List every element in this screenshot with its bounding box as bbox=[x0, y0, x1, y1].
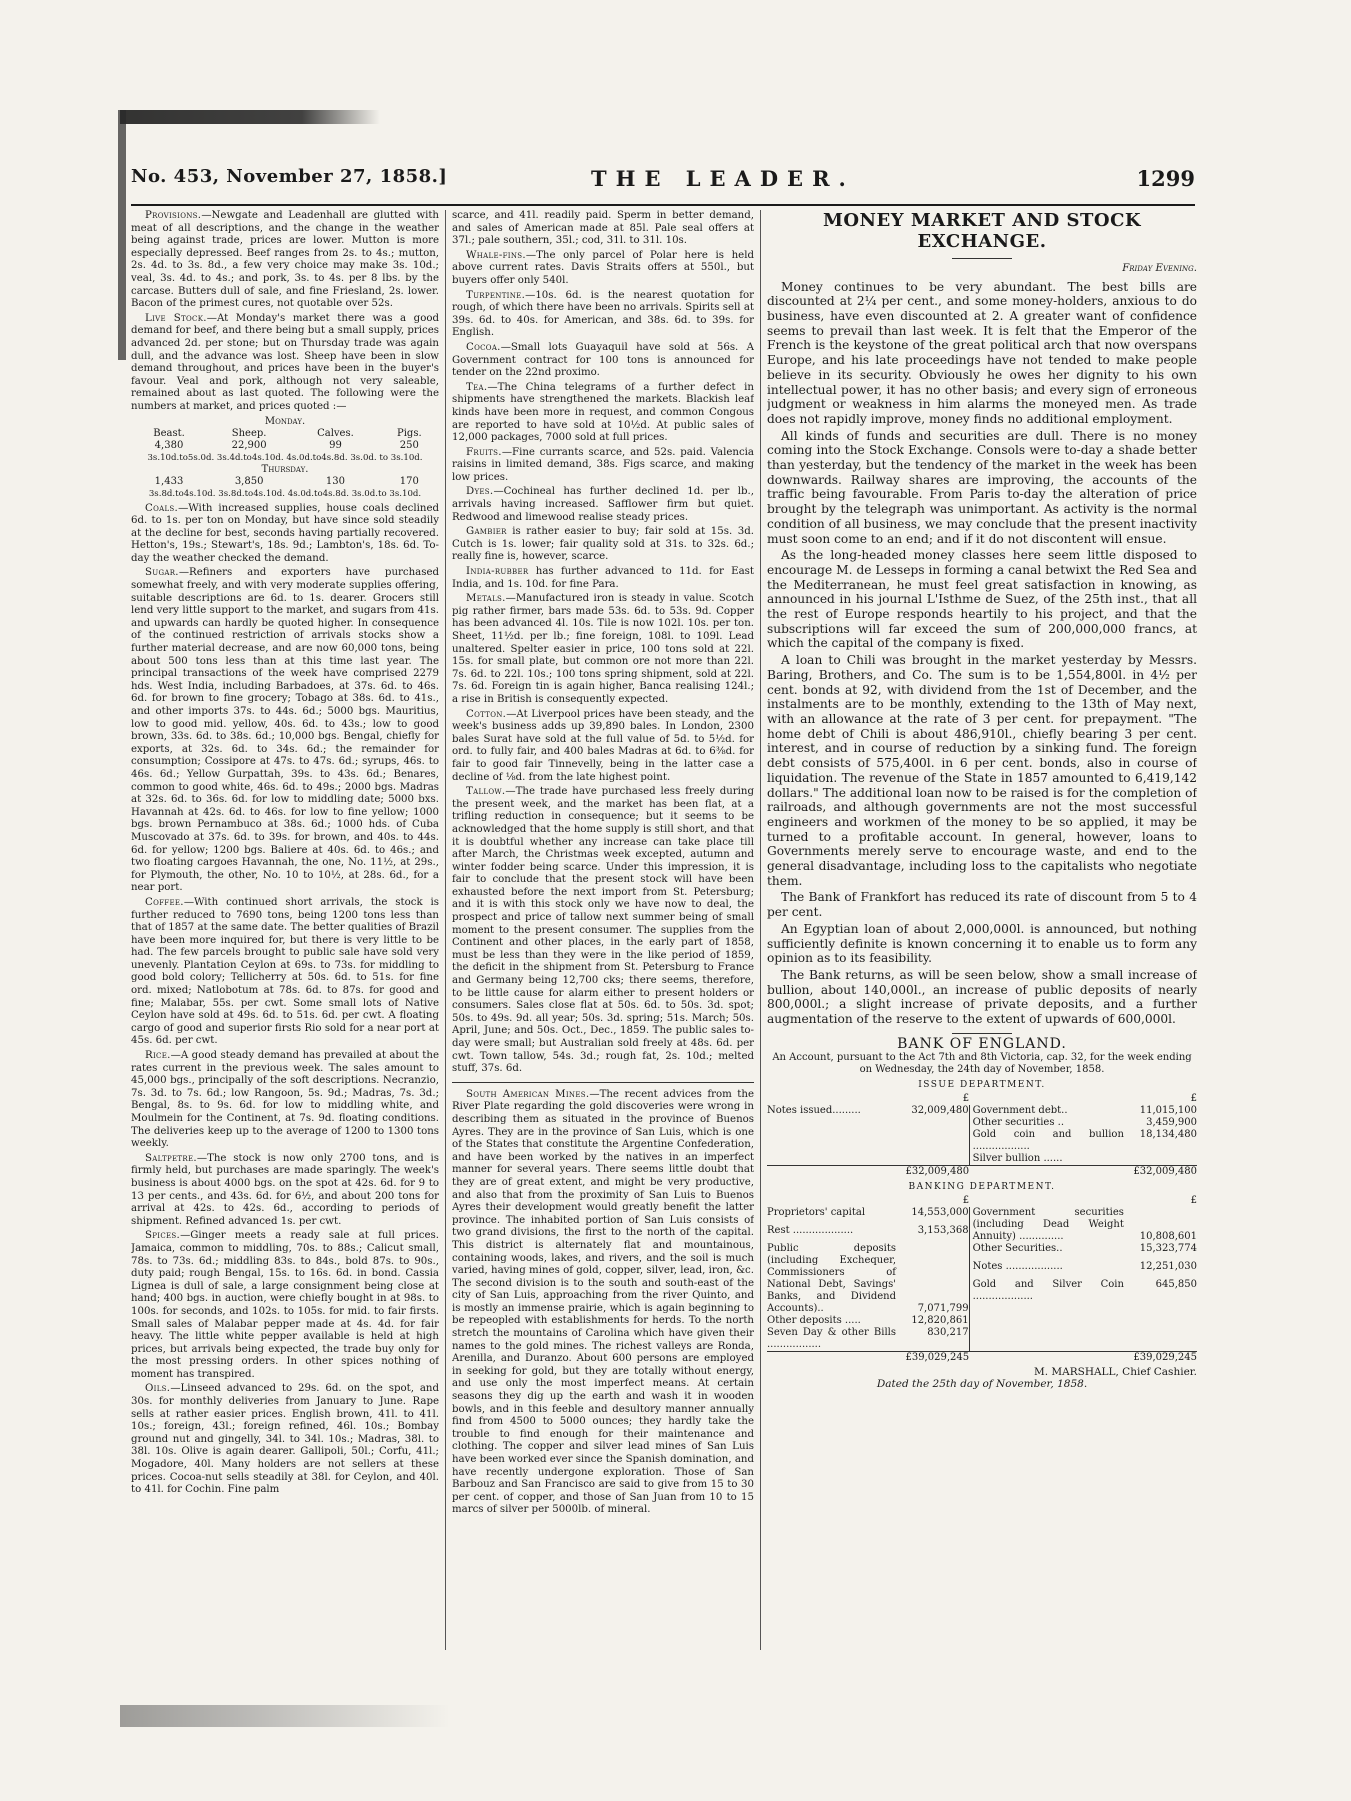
palm-cont-paragraph bbox=[452, 210, 754, 248]
notes-value: 12,251,030 bbox=[1139, 1260, 1197, 1272]
other-dep-label: Other deposits ..... bbox=[767, 1314, 861, 1326]
fruits-text: Fine currants scarce, and 52s. paid. Valencia raisins in limited demand, 38s. Figs scarce, and making low prices. bbox=[452, 446, 754, 483]
provisions-text: Newgate and Leadenhall are glutted with meat of all descriptions, and the change in the weather being against trade, prices are lower. Mutton is more especially depressed. Beef ranges from 2s. to 4s.; mutton, 2s. 4d. to 3s. 8d., a few very choice may make 3s. 10d.; veal, 3s. 4d. to 4s.; and pork, 3s. to 4s. per 8 lbs. by the carcase. Butters dull of sale, and fine Friesland, 2s. lower. Bacon of the primest cures, not quotable over 52s. bbox=[131, 210, 439, 310]
thursday-label: Thursday. bbox=[261, 463, 309, 475]
coals-text: With increased supplies, house coals declined 6d. to 1s. per ton on Monday, but have since sold steadily at the decline for best, seconds having partially recovered. Hetton's, 19s.; Stewart's, 18s. 9d.; Lambton's, 18s. 6d. To-day the weather checked the demand. bbox=[131, 502, 439, 564]
tallow-text: The trade have purchased less freely during the present week, and the market has been flat, at a trifling reduction in consequence; but it seems to be acknowledged that the home supply is still short, and that it is doubtful whether any increase can take place till after March, the Christmas week excepted, autumn and winter fodder being scarce. Under this impression, it is fair to conclude that the present stock will have been exhausted before the next import from St. Petersburg; and it is with this stock only we have now to deal, the prospect and price of tallow next summer being of small moment to the present consumer. The supplies from the Continent and other places, in the early part of 1858, must be less than they were in the like period of 1859, the deficit in the shipment from St. Petersburg to France and Germany being 12,700 cks; there seems, therefore, to be little cause for alarm either to present holders or consumers. Sales close flat at 50s. 6d. to 50s. 3d. spot; 50s. to 49s. 9d. all year; 50s. 3d. spring; 51s. March; 50s. April, June; and 50s. Oct., Dec., 1859. The public sales to-day were small; but Australian sold freely at 48s. 6d. per cwt. Town tallow, 54s. 3d.; rough fat, 2s. 10d.; melted stuff, 37s. 6d. bbox=[452, 786, 754, 1075]
column-rule-2 bbox=[760, 210, 761, 1650]
seven-day-label: Seven Day & other Bills ................. bbox=[767, 1326, 896, 1350]
oils-text: Linseed advanced to 29s. 6d. on the spot, and 30s. for monthly deliveries from January to June. Rape sells at rather easier prices. English brown, 41l. to 41l. 10s.; foreign, 43l.; foreign refined, 46l. 10s.; Bombay ground nut and gingelly, 34l. to 34l. 10s.; Madras, 38l. to 38l. 10s. Olive is again dearer. Gallipoli, 50l.; Corfu, 41l.; Mogadore, 40l. Many holders are not sellers at these prices. Cocoa-nut sells steadily at 38l. for Ceylon, and 40l. to 41l. for Cochin. Fine palm bbox=[131, 1383, 439, 1496]
monday-pigs: 250 bbox=[399, 439, 419, 451]
issue-pound-left: £ bbox=[962, 1092, 970, 1104]
gambier-paragraph bbox=[452, 526, 754, 564]
coals-label: Coals. bbox=[145, 502, 179, 514]
column-2-separator bbox=[452, 1082, 754, 1083]
live-stock-text: At Monday's market there was a good demand for beef, and there being but a small supply, prices advanced 2d. per stone; but on Thursday trade was again dull, and the advance was lost. Sheep have been in slow demand throughout, and prices have been in the buyer's favour. Veal and pork, although not very saleable, remained about as last quoted. The following were the numbers at market, and prices quoted :— bbox=[131, 312, 439, 412]
monday-calves: 99 bbox=[329, 439, 342, 451]
sugar-label: Sugar. bbox=[145, 567, 179, 579]
oils-label: Oils. bbox=[145, 1383, 171, 1395]
gov-debt-label: Government debt.. bbox=[969, 1105, 1124, 1117]
oils-paragraph: Oils.—Linseed advanced to 29s. 6d. on the spot, and 30s. for monthly deliveries from January to June. Rape sells at rather easier prices. English brown, 41l. to 41l. 10s.; foreign, 43l.; foreign refined, 46l. 10s.; Bombay ground nut and gingelly, 34l. to 34l. 10s.; Madras, 38l. to 38l. 10s. Olive is again dearer. Gallipoli, 50l.; Corfu, 41l.; Mogadore, 40l. Many holders are not sellers at these prices. Cocoa-nut sells steadily at 38l. for Ceylon, and 40l. to 41l. for Cochin. Fine palm bbox=[131, 1383, 439, 1496]
india-rubber-paragraph bbox=[452, 566, 754, 591]
scan-edge-left bbox=[118, 110, 126, 360]
sa-mines-paragraph: South American Mines.—The recent advices from the River Plate regarding the gold discoveries were wrong in describing them as situated in the province of Buenos Ayres. They are in the province of San Luis, which is one of the States that constitute the Argentine Confederation, and have been worked by the natives in an imperfect manner for several years. There seems little doubt that they are of great extent, and might be very productive, and also that from the proximity of San Luis to Buenos Ayres their development would greatly benefit the latter province. The inhabited portion of San Luis consists of two grand divisions, the first to the north of the capital. This district is alternately flat and mountainous, containing woods, lakes, and rivers, and the soil is much varied, having mines of gold, copper, silver, lead, iron, &c. The second division is to the south and south-east of the city of San Luis, approaching from the river Quinto, and is mostly an immense prairie, which is again beginning to be repeopled with establishments for herds. To the north stretch the mountains of Carolina which have given their names to the gold mines. The richest valleys are Ronda, Arenilla, and Duranzo. About 600 persons are employed in seeking for gold, but they are totally without energy, and use only the most imperfect means. At certain seasons they dig up the earth and wash it in wooden bowls, and in this feeble and desultory manner annually find from 4500 to 5000 ounces; they hardly take the trouble to find enough for their maintenance and clothing. The copper and silver lead mines of San Luis have been worked ever since the Spanish domination, and have recently undergone exploration. Those of San Barbouz and San Francisco are said to give from 15 to 30 per cent. of copper, and those of San Juan from 10 to 15 marcs of silver per 5000lb. of mineral. bbox=[452, 1088, 754, 1516]
provisions-label: Provisions. bbox=[145, 210, 202, 221]
banking-total-left: £39,029,245 bbox=[896, 1351, 969, 1364]
issue-department-table bbox=[767, 1093, 1197, 1178]
live-stock-paragraph: Live Stock.—At Monday's market there was a good demand for beef, and there being but a small supply, prices advanced 2d. per stone; but on Thursday trade was again dull, and the advance was lost. Sheep have been in slow demand throughout, and prices have been in the buyer's favour. Veal and pork, although not very saleable, remained about as last quoted. The following were the numbers at market, and prices quoted :— bbox=[131, 312, 439, 412]
whale-fins-label: Whale-fins. bbox=[466, 249, 526, 261]
tea-label: Tea. bbox=[466, 381, 488, 393]
silver-bullion-value bbox=[1124, 1153, 1197, 1166]
thursday-calves: 130 bbox=[325, 475, 345, 487]
rice-paragraph: Rice.—A good steady demand has prevailed at about the rates current in the previous week. The sales amount to 45,000 bgs., principally of the soft descriptions. Necranzio, 7s. 3d. to 7s. 6d.; low Rangoon, 5s. 9d.; Madras, 7s. 3d.; Bengal, 8s. to 9s. 6d. for low to middling white, and Moulmein for the Continent, at 7s. 9d. floating conditions. The deliveries keep up to the average of 1200 to 1300 tons weekly. bbox=[131, 1050, 439, 1150]
thursday-prices: 3s.8d.to4s.10d. 3s.8d.to4s.10d. 4s.0d.to4s.8d. 3s.0d.to 3s.10d. bbox=[148, 488, 422, 499]
gov-secs-label: Government securities (including Dead Weight Annuity) .............. bbox=[969, 1207, 1124, 1243]
issue-date: No. 453, November 27, 1858.] bbox=[131, 166, 448, 187]
public-dep-value: 7,071,799 bbox=[917, 1302, 969, 1314]
money-paragraph-4: A loan to Chili was brought in the market yesterday by Messrs. Baring, Brothers, and Co. The sum is to be 1,554,800l. in 4½ per cent. bonds at 92, with dividend from the 1st of December, and the instalments are to be monthly, extending to the 13th of May next, with an allowance at the rate of 3 per cent. for prepayment. "The home debt of Chili is about 486,910l., chiefly bearing 3 per cent. interest, and in course of reduction by a sinking fund. The foreign debt consists of 575,400l. in 6 per cent. bonds, also in course of liquidation. The revenue of the State in 1857 amounted to 6,419,142 dollars." The additional loan now to be raised is for the completion of railroads, and although governments are not the most successful engineers and workmen of the money to be so applied, it may be turned to a profitable account. In general, however, loans to Governments merely serve to encourage waste, and end to the general disadvantage, including loss to the capitalists who negotiate them. bbox=[767, 653, 1197, 888]
friday-evening-subhead: Friday Evening. bbox=[1122, 263, 1197, 274]
issue-total-left: £32,009,480 bbox=[896, 1165, 969, 1178]
dyes-paragraph: Dyes.—Cochineal has further declined 1d. per lb., arrivals having increased. Safflower firm but quiet. Redwood and limewood realise steady prices. bbox=[452, 486, 754, 523]
money-paragraph-6: An Egyptian loan of about 2,000,000l. is announced, but nothing sufficiently definite is known concerning it to enable us to form any opinion as to its feasibility. bbox=[767, 921, 1197, 966]
column-3 bbox=[767, 210, 1197, 1690]
fruits-paragraph: Fruits.—Fine currants scarce, and 52s. paid. Valencia raisins in limited demand, 38s. Figs scarce, and making low prices. bbox=[452, 446, 754, 483]
gov-secs-value: 10,808,601 bbox=[1139, 1230, 1197, 1242]
rice-label: Rice. bbox=[145, 1050, 171, 1062]
scan-edge-top bbox=[120, 110, 380, 124]
tallow-label: Tallow. bbox=[466, 786, 506, 798]
money-paragraph-7: The Bank returns, as will be seen below, show a small increase of bullion, about 140,000l., an increase of public deposits of nearly 800,000l.; a slight increase of private deposits, and a further augmentation of the reserve to the extent of upwards of 600,000l. bbox=[767, 967, 1197, 1027]
cotton-label: Cotton. bbox=[466, 708, 507, 720]
newspaper-title: THE LEADER. bbox=[591, 166, 855, 191]
turpentine-text: 10s. 6d. is the nearest quotation for rough, of which there have been no arrivals. Spirits sell at 39s. 6d. to 40s. for American, and 38s. 6d. to 39s. for English. bbox=[452, 289, 754, 339]
thursday-beast: 1,433 bbox=[154, 475, 184, 487]
silver-bullion-label: Silver bullion ...... bbox=[969, 1153, 1124, 1166]
prop-cap-value: 14,553,000 bbox=[911, 1206, 969, 1218]
seven-day-value: 830,217 bbox=[927, 1326, 969, 1338]
thursday-sheep: 3,850 bbox=[234, 475, 264, 487]
monday-label: Monday. bbox=[264, 415, 306, 427]
other-sec-value: 3,459,900 bbox=[1146, 1116, 1197, 1128]
coffee-text: With continued short arrivals, the stock is further reduced to 7690 tons, being 1200 tons less than that of 1857 at the same date. The better qualities of Brazil have been more inquired for, but there is very little to be had. The few parcels brought to public sale have sold very unevenly. Plantation Ceylon at 69s. to 73s. for middling to good bold colory; Tellicherry at 50s. 6d. to 51s. for fine ord. mixed; Natlobotum at 78s. 6d. to 87s. for good and fine; Malabar, 55s. per cwt. Some small lots of Native Ceylon have sold at 49s. 6d. to 51s. 6d. per cwt. A floating cargo of good and superior firsts Rio sold for a near port at 45s. 6d. per cwt. bbox=[131, 896, 439, 1047]
cocoa-label: Cocoa. bbox=[466, 341, 501, 353]
monday-beast: 4,380 bbox=[154, 439, 184, 451]
thursday-pigs: 170 bbox=[399, 475, 419, 487]
dyes-label: Dyes. bbox=[466, 486, 494, 498]
notes-issued-value: 32,009,480 bbox=[911, 1104, 969, 1116]
metals-paragraph: Metals.—Manufactured iron is steady in value. Scotch pig rather firmer, bars made 53s. 6d. to 53s. 9d. Copper has been advanced 4l. 10s. Tile is now 102l. 10s. per ton. Sheet, 11½d. per lb.; fine foreign, 108l. to 109l. Lead unaltered. Spelter easier in price, 100 tons sold at 22l. 15s. for small plate, but common ore not more than 22l. 7s. 6d. to 22l. 10s.; 100 tons spring shipment, sold at 22l. 7s. 6d. Foreign tin is again higher, Banca realising 124l.; a rise in British is consequently expected. bbox=[452, 593, 754, 705]
coffee-paragraph: Coffee.—With continued short arrivals, the stock is further reduced to 7690 tons, being 1200 tons less than that of 1857 at the same date. The better qualities of Brazil have been more inquired for, but there is very little to be had. The few parcels brought to public sale have sold very unevenly. Plantation Ceylon at 69s. to 73s. for middling to good bold colory; Tellicherry at 50s. 6d. to 51s. for fine ord. mixed; Natlobotum at 78s. 6d. to 87s. for good and fine; Malabar, 55s. per cwt. Some small lots of Native Ceylon have sold at 49s. 6d. to 51s. 6d. per cwt. A floating cargo of good and superior firsts Rio sold for a near port at 45s. 6d. per cwt. bbox=[131, 896, 439, 1047]
tallow-paragraph: Tallow.—The trade have purchased less freely during the present week, and the market has been flat, at a trifling reduction in consequence; but it seems to be acknowledged that the home supply is still short, and that it is doubtful whether any increase can take place till after March, the Christmas week excepted, autumn and winter fodder being scarce. Under this impression, it is fair to conclude that the present stock will have been exhausted before the next import from St. Petersburg; and it is with this stock only we have now to deal, the prospect and price of tallow next summer being of small moment to the present consumer. The supplies from the Continent and other places, in the early part of 1858, must be less than they were in the like period of 1859, the deficit in the shipment from St. Petersburg to France and Germany being 12,700 cks; there seems, therefore, to be little cause for alarm either to present holders or consumers. Sales close flat at 50s. 6d. to 50s. 3d. spot; 50s. to 49s. 9d. all year; 50s. 3d. spring; 51s. March; 50s. April, June; and 50s. Oct., Dec., 1859. The public sales to-day were small; but Australian sold freely at 48s. 6d. per cwt. Town tallow, 54s. 3d.; rough fat, 2s. 10d.; melted stuff, 37s. 6d. bbox=[452, 786, 754, 1075]
gambier-text: is rather easier to buy; fair sold at 15s. 3d. Cutch is 1s. lower; fair quality sold at 31s. to 32s. 6d.; really fine is, however, scarce. bbox=[452, 526, 754, 563]
head-calves: Calves. bbox=[317, 427, 354, 439]
turpentine-label: Turpentine. bbox=[466, 289, 526, 301]
page-number: 1299 bbox=[1136, 166, 1195, 191]
tea-text: The China telegrams of a further defect in shipments have strengthened the markets. Blackish leaf kinds have been more in request, and common Congous are reported to have sold at 10½d. At public sales of 12,000 packages, 7000 sold at full prices. bbox=[452, 381, 754, 444]
other-securities-value: 15,323,774 bbox=[1139, 1242, 1197, 1254]
gold-coin-value: 18,134,480 bbox=[1139, 1128, 1197, 1140]
heading-rule bbox=[952, 258, 1012, 259]
rice-text: A good steady demand has prevailed at about the rates current in the previous week. The sales amount to 45,000 bgs., principally of the soft descriptions. Necranzio, 7s. 3d. to 7s. 6d.; low Rangoon, 5s. 9d.; Madras, 7s. 3d.; Bengal, 8s. to 9s. 6d. for low to middling white, and Moulmein for the Continent, at 7s. 9d. floating conditions. The deliveries keep up to the average of 1200 to 1300 tons weekly. bbox=[131, 1050, 439, 1150]
rest-value: 3,153,368 bbox=[917, 1224, 969, 1236]
livestock-table bbox=[131, 416, 439, 500]
gov-debt-value: 11,015,100 bbox=[1139, 1104, 1197, 1116]
notes-label: Notes .................. bbox=[969, 1261, 1124, 1279]
fruits-label: Fruits. bbox=[466, 446, 502, 458]
sugar-text: Refiners and exporters have purchased somewhat freely, and with very moderate supplies offering, suitable descriptions are 6d. to 1s. dearer. Grocers still lend very little support to the market, and sugars from 41s. and upwards can hardly be quoted higher. In consequence of the continued restriction of arrivals stocks show a further material decrease, and are now 60,000 tons, being about 500 tons less than at this time last year. The principal transactions of the week have comprised 2279 hds. West India, including Barbadoes, at 37s. 6d. to 46s. 6d. for brown to fine grocery; Tobago at 38s. 6d. to 41s., and other imports 37s. to 44s. 6d.; 5000 bgs. Mauritius, low to good mid. yellow, 40s. 6d. to 43s.; low to good brown, 33s. 6d. to 38s. 6d.; 10,000 bgs. Bengal, chiefly for exports, at 32s. 6d. to 34s. 6d.; the remainder for consumption; Cossipore at 47s. to 47s. 6d.; syrups, 46s. to 46s. 6d.; Yellow Gurpattah, 39s. to 43s. 6d.; Benares, common to good white, 46s. 6d. to 49s.; 2000 bgs. Madras at 32s. 6d. to 36s. 6d. for low to middling date; 5000 bxs. Havannah at 42s. 6d. to 46s. for low to fine yellow; 1000 bgs. brown Pernambuco at 38s. 6d.; 1000 hds. of Cuba Muscovado at 37s. 6d. to 39s. for brown, and 40s. to 44s. 6d. for yellow; 1200 bgs. Baliere at 40s. 6d. to 46s.; and two floating cargoes Havannah, the one, No. 11½, at 29s., for Plymouth, the other, No. 10 to 10½, at 28s. 6d., for a near port. bbox=[131, 567, 439, 894]
head-sheep: Sheep. bbox=[231, 427, 267, 439]
metals-label: Metals. bbox=[466, 593, 506, 605]
rest-label: Rest ................... bbox=[767, 1224, 854, 1236]
cashier-signature: M. MARSHALL, Chief Cashier. bbox=[1033, 1365, 1197, 1378]
saltpetre-paragraph: Saltpetre.—The stock is now only 2700 tons, and is firmly held, but purchases are made sparingly. The week's business is about 4000 bgs. on the spot at 42s. 6d. for 9 to 13 per cents., and 43s. 6d. for 6½, and about 200 tons for arrival at 42s. to 42s. 6d., according to periods of shipment. Refined advanced 1s. per cwt. bbox=[131, 1152, 439, 1227]
banking-department-label: BANKING DEPARTMENT. bbox=[908, 1181, 1056, 1192]
banking-total-right: £39,029,245 bbox=[1124, 1351, 1197, 1364]
money-market-heading: MONEY MARKET AND STOCK EXCHANGE. bbox=[822, 210, 1142, 252]
sugar-paragraph: Sugar.—Refiners and exporters have purchased somewhat freely, and with very moderate supplies offering, suitable descriptions are 6d. to 1s. dearer. Grocers still lend very little support to the market, and sugars from 41s. and upwards can hardly be quoted higher. In consequence of the continued restriction of arrivals stocks show a further material decrease, and are now 60,000 tons, being about 500 tons less than at this time last year. The principal transactions of the week have comprised 2279 hds. West India, including Barbadoes, at 37s. 6d. to 46s. 6d. for brown to fine grocery; Tobago at 38s. 6d. to 41s., and other imports 37s. to 44s. 6d.; 5000 bgs. Mauritius, low to good mid. yellow, 40s. 6d. to 43s.; low to good brown, 33s. 6d. to 38s. 6d.; 10,000 bgs. Bengal, chiefly for exports, at 32s. 6d. to 34s. 6d.; the remainder for consumption; Cossipore at 47s. to 47s. 6d.; syrups, 46s. to 46s. 6d.; Yellow Gurpattah, 39s. to 43s. 6d.; Benares, common to good white, 46s. 6d. to 49s.; 2000 bgs. Madras at 32s. 6d. to 36s. 6d. for low to middling date; 5000 bxs. Havannah at 42s. 6d. to 46s. for low to fine yellow; 1000 bgs. brown Pernambuco at 38s. 6d.; 1000 hds. of Cuba Muscovado at 37s. 6d. to 39s. for brown, and 40s. to 44s. 6d. for yellow; 1200 bgs. Baliere at 40s. 6d. to 46s.; and two floating cargoes Havannah, the one, No. 11½, at 29s., for Plymouth, the other, No. 10 to 10½, at 28s. 6d., for a near port. bbox=[131, 567, 439, 894]
scan-bottom-edge bbox=[120, 1705, 1220, 1727]
tea-paragraph: Tea.—The China telegrams of a further defect in shipments have strengthened the markets. Blackish leaf kinds have been more in request, and common Congous are reported to have sold at 10½d. At public sales of 12,000 packages, 7000 sold at full prices. bbox=[452, 381, 754, 444]
other-sec-label: Other securities .. bbox=[969, 1117, 1124, 1129]
live-stock-label: Live Stock. bbox=[145, 312, 207, 324]
money-paragraph-3: As the long-headed money classes here seem little disposed to encourage M. de Lesseps in forming a canal betwixt the Red Sea and the Mediterranean, he must feel great satisfaction in knowing, as announced in his journal L'Isthme de Suez, of the 25th inst., that all the rest of Europe responds heartily to his project, and that the subscriptions will far exceed the sum of 200,000,000 francs, at which the capital of the company is fixed. bbox=[767, 548, 1197, 651]
gold-silver-coin-value: 645,850 bbox=[1155, 1278, 1197, 1290]
spices-text: Ginger meets a ready sale at full prices. Jamaica, common to middling, 70s. to 88s.; Calicut small, 78s. to 73s. 6d.; middling 83s. to 84s., bold 87s. to 90s., duty paid; rough Bengal, 15s. to 16s. 6d. in bond. Cassia Lignea is dull of sale, a large consignment being close at hand; 400 bgs. in auction, were chiefly bought in at 98s. to 100s. for seconds, and 102s. to 105s. for mid. to fair firsts. Small sales of Malabar pepper made at 4s. 4d. for fair heavy. The little white pepper available is held at high prices, but arrivals being expected, the trade buy only for the most pressing orders. In other spices nothing of moment has transpired. bbox=[131, 1230, 439, 1380]
money-paragraph-5: The Bank of Frankfort has reduced its rate of discount from 5 to 4 per cent. bbox=[767, 890, 1197, 920]
provisions-paragraph: Provisions.—Newgate and Leadenhall are glutted with meat of all descriptions, and the change in the weather being against trade, prices are lower. Mutton is more especially depressed. Beef ranges from 2s. to 4s.; mutton, 2s. 4d. to 3s. 8d., a few very choice may make 3s. 10d.; veal, 3s. 4d. to 4s.; and pork, 3s. to 4s. per 8 lbs. by the carcase. Butters dull of sale, and fine Friesland, 2s. lower. Bacon of the primest cures, not quotable over 52s. bbox=[131, 210, 439, 310]
cotton-paragraph: Cotton.—At Liverpool prices have been steady, and the week's business adds up 39,890 bales. In London, 2300 bales Surat have sold at the full value of 5d. to 5½d. for ord. to fully fair, and 400 bales Madras at 6d. to 6⅜d. for fair to good fair Tinnevelly, being in the latter case a decline of ⅛d. from the late highest point. bbox=[452, 708, 754, 783]
issue-pound-right: £ bbox=[1190, 1092, 1197, 1104]
cocoa-paragraph: Cocoa.—Small lots Guayaquil have sold at 56s. A Government contract for 100 tons is announced for tender on the 22nd proximo. bbox=[452, 341, 754, 379]
public-dep-label: Public deposits (including Exchequer, Commissioners of National Debt, Savings' Banks, and Dividend Accounts).. bbox=[767, 1242, 896, 1314]
spices-label: Spices. bbox=[145, 1230, 181, 1242]
metals-text: Manufactured iron is steady in value. Scotch pig rather firmer, bars made 53s. 6d. to 53s. 9d. Copper has been advanced 4l. 10s. Tile is now 102l. 10s. per ton. Sheet, 11½d. per lb.; fine foreign, 108l. to 109l. Lead unaltered. Spelter easier in price, 100 tons sold at 22l. 15s. for small plate, but common ore not more than 22l. 7s. 6d. to 22l. 10s.; 100 tons spring shipment, sold at 22l. 7s. 6d. Foreign tin is again higher, Banca realising 124l.; a rise in British is consequently expected. bbox=[452, 593, 754, 705]
column-2 bbox=[452, 210, 754, 1690]
whale-fins-paragraph: Whale-fins.—The only parcel of Polar here is held above current rates. Davis Straits offers at 550l., but buyers offer only 540l. bbox=[452, 249, 754, 286]
india-rubber-text: has further advanced to 11d. for East India, and 1s. 10d. for fine Para. bbox=[452, 566, 754, 590]
bank-intro: An Account, pursuant to the Act 7th and 8th Victoria, cap. 32, for the week ending on Wednesday, the 24th day of November, 1858. bbox=[772, 1052, 1192, 1076]
bank-title: BANK OF ENGLAND. bbox=[897, 1035, 1067, 1052]
head-pigs: Pigs. bbox=[396, 427, 422, 439]
masthead bbox=[131, 162, 1195, 206]
gambier-label: Gambier bbox=[466, 526, 507, 538]
whale-fins-text: The only parcel of Polar here is held above current rates. Davis Straits offers at 550l., but buyers offer only 540l. bbox=[452, 249, 754, 286]
cocoa-text: Small lots Guayaquil have sold at 56s. A Government contract for 100 tons is announced for tender on the 22nd proximo. bbox=[452, 341, 754, 379]
column-rule-1 bbox=[445, 210, 446, 1650]
bank-of-england-return bbox=[767, 1033, 1197, 1391]
other-securities-label: Other Securities.. bbox=[969, 1243, 1124, 1261]
banking-pound-right: £ bbox=[1190, 1194, 1197, 1206]
monday-prices: 3s.10d.to5s.0d. 3s.4d.to4s.10d. 4s.0d.to4s.8d. 3s.0d. to 3s.10d. bbox=[147, 452, 423, 463]
cotton-text: At Liverpool prices have been steady, and the week's business adds up 39,890 bales. In London, 2300 bales Surat have sold at the full value of 5d. to 5½d. for ord. to fully fair, and 400 bales Madras at 6d. to 6⅜d. for fair to good fair Tinnevelly, being in the latter case a decline of ⅛d. from the late highest point. bbox=[452, 708, 754, 783]
return-date: Dated the 25th day of November, 1858. bbox=[876, 1378, 1088, 1391]
column-1 bbox=[131, 210, 439, 1690]
saltpetre-label: Saltpetre. bbox=[145, 1152, 197, 1164]
sa-mines-text: The recent advices from the River Plate regarding the gold discoveries were wrong in describing them as situated in the province of Buenos Ayres. They are in the province of San Luis, which is one of the States that constitute the Argentine Confederation, and have been worked by the natives in an imperfect manner for several years. There seems little doubt that they are of great extent, and might be very productive, and also that from the proximity of San Luis to Buenos Ayres their development would greatly benefit the latter province. The inhabited portion of San Luis consists of two grand divisions, the first to the north of the capital. This district is alternately flat and mountainous, containing woods, lakes, and rivers, and the soil is much varied, having mines of gold, copper, silver, lead, iron, &c. The second division is to the south and south-east of the city of San Luis, approaching from the river Quinto, and is mostly an immense prairie, which is again beginning to be repeopled with establishments for herds. To the north stretch the mountains of Carolina which have given their names to the gold mines. The richest valleys are Ronda, Arenilla, and Duranzo. About 600 persons are employed in seeking for gold, but they are totally without energy, and use only the most imperfect means. At certain seasons they dig up the earth and wash it in wooden bowls, and in this feeble and desultory manner annually find from 4500 to 5000 ounces; they hardly take the trouble to find enough for their maintenance and clothing. The copper and silver lead mines of San Luis have been worked ever since the Spanish domination, and have recently undergone exploration. Those of San Barbouz and San Francisco are said to give from 15 to 30 per cent. of copper, and those of San Juan from 10 to 15 marcs of silver per 5000lb. of mineral. bbox=[452, 1088, 754, 1516]
coals-paragraph: Coals.—With increased supplies, house coals declined 6d. to 1s. per ton on Monday, but have since sold steadily at the decline for best, seconds having partially recovered. Hetton's, 19s.; Stewart's, 18s. 9d.; Lambton's, 18s. 6d. To-day the weather checked the demand. bbox=[131, 502, 439, 564]
coffee-label: Coffee. bbox=[145, 896, 184, 908]
palm-cont-text: scarce, and 41l. readily paid. Sperm in better demand, and sales of American made at 85l. Pale seal offers at 37l.; pale southern, 35l.; cod, 31l. to 31l. 10s. bbox=[452, 210, 754, 247]
bank-rule bbox=[952, 1033, 1012, 1034]
sa-mines-label: South American Mines. bbox=[466, 1088, 590, 1100]
money-paragraph-1: Money continues to be very abundant. The best bills are discounted at 2¼ per cent., and some money-holders, anxious to do business, have even discounted at 2. A greater want of confidence seems to prevail than last week. It is felt that the Emperor of the French is the keystone of the great political arch that now overspans Europe, and his late proceedings have not tended to make people believe in its security. Obviously he owes her dignity to his own intellectual power, it has no other basis; and every sign of erroneous judgment or weakness in him alarms the moneyed men. As trade does not rapidly improve, money finds no additional employment. bbox=[767, 279, 1197, 426]
india-rubber-label: India-rubber bbox=[466, 566, 529, 578]
money-paragraph-2: All kinds of funds and securities are dull. There is no money coming into the Stock Exchange. Consols were to-day a shade better than yesterday, but the tendency of the market in the week has been downwards. Railway shares are improving, the accounts of the traffic being favourable. From Paris to-day the alteration of price brought by the telegraph was unimportant. As activity is the normal condition of all business, we may conclude that the present inactivity must soon come to an end; and if it do not discontent will ensue. bbox=[767, 428, 1197, 546]
dyes-text: Cochineal has further declined 1d. per lb., arrivals having increased. Safflower firm but quiet. Redwood and limewood realise steady prices. bbox=[452, 486, 754, 523]
gold-coin-label: Gold coin and bullion .................. bbox=[969, 1129, 1124, 1153]
saltpetre-text: The stock is now only 2700 tons, and is firmly held, but purchases are made sparingly. The week's business is about 4000 bgs. on the spot at 42s. 6d. for 9 to 13 per cents., and 43s. 6d. for 6½, and about 200 tons for arrival at 42s. to 42s. 6d., according to periods of shipment. Refined advanced 1s. per cwt. bbox=[131, 1152, 439, 1227]
gold-silver-coin-label: Gold and Silver Coin ................... bbox=[969, 1279, 1124, 1315]
turpentine-paragraph: Turpentine.—10s. 6d. is the nearest quotation for rough, of which there have been no arrivals. Spirits sell at 39s. 6d. to 40s. for American, and 38s. 6d. to 39s. for English. bbox=[452, 289, 754, 339]
other-dep-value: 12,820,861 bbox=[911, 1314, 969, 1326]
prop-cap-label: Proprietors' capital bbox=[767, 1206, 866, 1218]
banking-pound-left: £ bbox=[962, 1194, 970, 1206]
issue-department-label: ISSUE DEPARTMENT. bbox=[918, 1080, 1046, 1091]
monday-sheep: 22,900 bbox=[231, 439, 267, 451]
issue-total-right: £32,009,480 bbox=[1124, 1165, 1197, 1178]
banking-department-table bbox=[767, 1195, 1197, 1364]
spices-paragraph: Spices.—Ginger meets a ready sale at full prices. Jamaica, common to middling, 70s. to 88s.; Calicut small, 78s. to 73s. 6d.; middling 83s. to 84s., bold 87s. to 90s., duty paid; rough Bengal, 15s. to 16s. 6d. in bond. Cassia Lignea is dull of sale, a large consignment being close at hand; 400 bgs. in auction, were chiefly bought in at 98s. to 100s. for seconds, and 102s. to 105s. for mid. to fair firsts. Small sales of Malabar pepper made at 4s. 4d. for fair heavy. The little white pepper available is held at high prices, but arrivals being expected, the trade buy only for the most pressing orders. In other spices nothing of moment has transpired. bbox=[131, 1230, 439, 1380]
notes-issued-label: Notes issued......... bbox=[767, 1104, 861, 1116]
head-beast: Beast. bbox=[153, 427, 185, 439]
